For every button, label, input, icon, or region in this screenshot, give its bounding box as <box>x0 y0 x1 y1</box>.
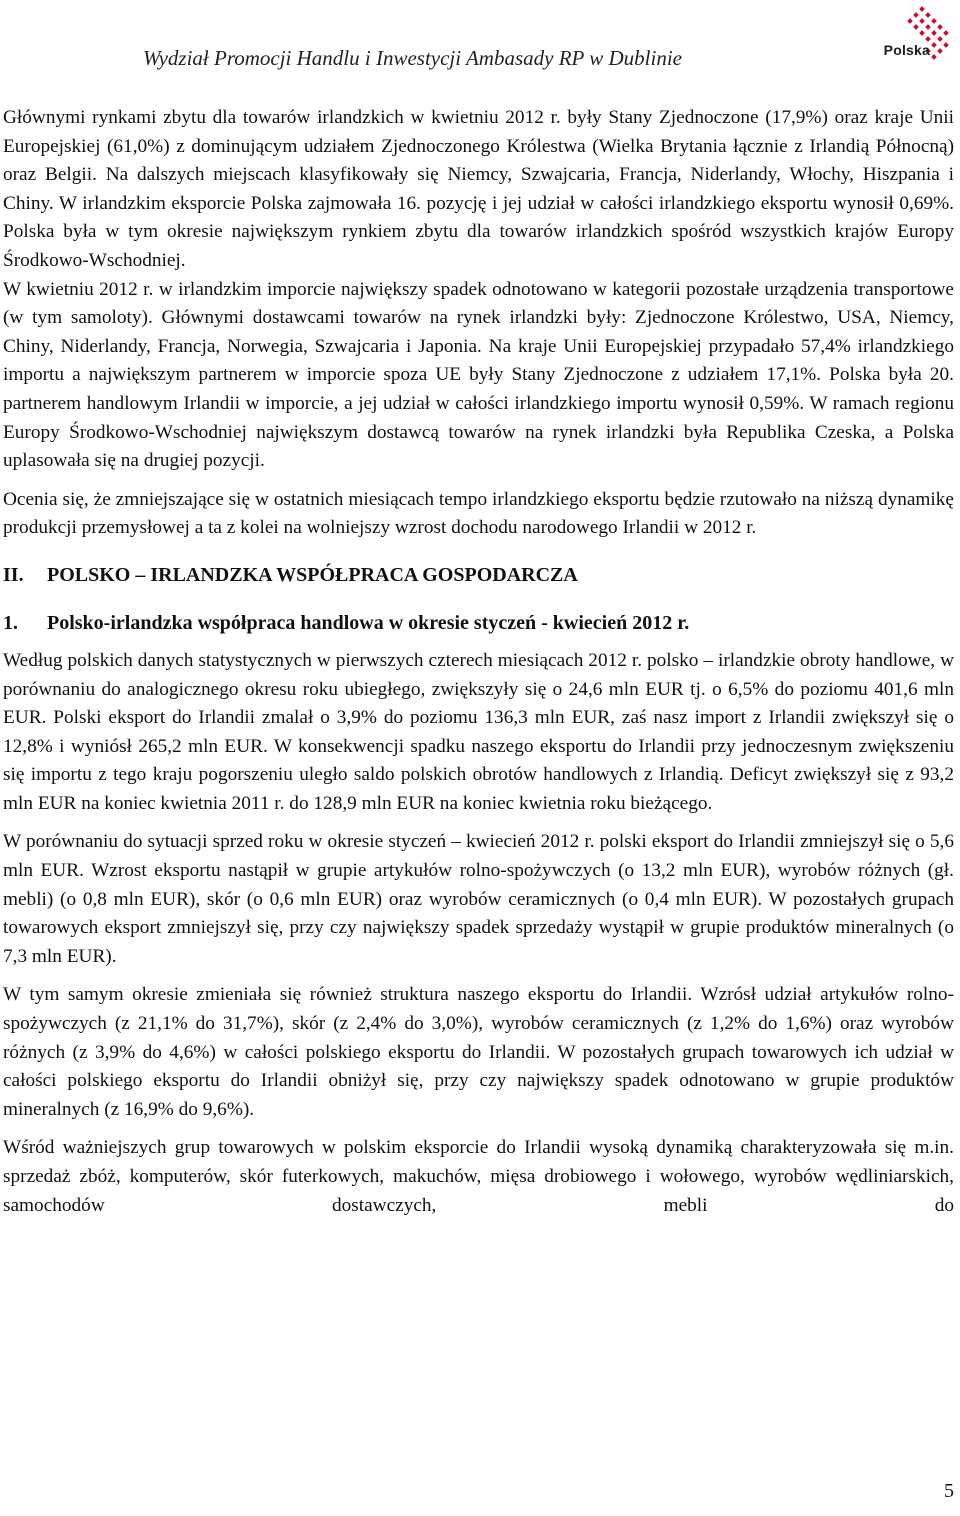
polska-logo-icon <box>864 4 954 74</box>
paragraph-product-groups: Wśród ważniejszych grup towarowych w polskim eksporcie do Irlandii wysoką dynamiką charakteryzowała się m.in. sprzedaż zbóż, komputerów, skór futerkowych, makuchów, mięsa drobiowego i wołowego, wyrobów wędliniarskich, samochodów dostawczych, mebli do <box>3 1137 954 1216</box>
subsection-number: 1. <box>3 611 18 634</box>
page-number: 5 <box>944 1480 954 1502</box>
subsection-heading <box>3 609 954 637</box>
document-body <box>3 104 954 1220</box>
page-header <box>0 0 960 90</box>
paragraph-outlook: Ocenia się, że zmniejszające się w ostatnich miesiącach tempo irlandzkiego eksportu będzie rzutowało na niższą dynamikę produkcji przemysłowej a ta z kolei na wolniejszy wzrost dochodu narodowego Irlandii w 2012 r. <box>3 488 954 539</box>
polska-logo <box>864 4 954 74</box>
paragraph-export-markets: Głównymi rynkami zbytu dla towarów irlandzkich w kwietniu 2012 r. były Stany Zjednoczone (17,9%) oraz kraje Unii Europejskiej (61,0%) z dominującym udziałem Zjednoczonego Królestwa (Wielka Brytania łącznie z Irlandią Północną) oraz Belgii. Na dalszych miejscach klasyfikowały się Niemcy, Szwajcaria, Francja, Niderlandy, Włochy, Hiszpania i Chiny. W irlandzkim eksporcie Polska zajmowała 16. pozycję i jej udział w całości irlandzkiego eksportu wynosił 0,69%. Polska była w tym okresie największym rynkiem zbytu dla towarów irlandzkich spośród wszystkich krajów Europy Środkowo-Wschodniej. <box>3 107 954 271</box>
paragraph-export-comparison: W porównaniu do sytuacji sprzed roku w okresie styczeń – kwiecień 2012 r. polski eksport do Irlandii zmniejszył się o 5,6 mln EUR. Wzrost eksportu nastąpił w grupie artykułów rolno-spożywczych (o 13,2 mln EUR), wyrobów różnych (gł. mebli) (o 0,8 mln EUR), skór (o 0,6 mln EUR) oraz wyrobów ceramicznych (o 0,4 mln EUR). W pozostałych grupach towarowych eksport zmniejszył się, przy czy największy spadek sprzedaży wystąpił w grupie produktów mineralnych (o 7,3 mln EUR). <box>3 831 954 967</box>
paragraph-import: W kwietniu 2012 r. w irlandzkim imporcie największy spadek odnotowano w kategorii pozostałe urządzenia transportowe (w tym samoloty). Głównymi dostawcami towarów na rynek irlandzki były: Zjednoczone Królestwo, USA, Niemcy, Chiny, Niderlandy, Francja, Norwegia, Szwajcaria i Japonia. Na kraje Unii Europejskiej przypadało 57,4% irlandzkiego importu a największym partnerem w imporcie spoza UE były Stany Zjednoczone z udziałem 17,1%. Polska była 20. partnerem handlowym Irlandii w imporcie, a jej udział w całości irlandzkiego importu wynosił 0,59%. W ramach regionu Europy Środkowo-Wschodniej największym dostawcą towarów na rynek irlandzki była Republika Czeska, a Polska uplasowała się na drugiej pozycji. <box>3 278 954 472</box>
logo-text: Polska <box>883 42 930 58</box>
subsection-title: Polsko-irlandzka współpraca handlowa w okresie styczeń - kwiecień 2012 r. <box>47 611 690 634</box>
section-heading <box>3 561 954 589</box>
paragraph-export-structure: W tym samym okresie zmieniała się również struktura naszego eksportu do Irlandii. Wzrósł udział artykułów rolno-spożywczych (z 21,1% do 31,7%), skór (z 2,4% do 3,0%), wyrobów ceramicznych (z 1,2% do 1,6%) oraz wyrobów różnych (z 3,9% do 4,6%) w całości polskiego eksportu do Irlandii. W pozostałych grupach towarowych ich udział w całości polskiego eksportu do Irlandii obniżył się, przy czy największy spadek odnotowano w grupie produktów mineralnych (z 16,9% do 9,6%). <box>3 984 954 1120</box>
header-title: Wydział Promocji Handlu i Inwestycji Ambasady RP w Dublinie <box>143 46 682 70</box>
section-number: II. <box>3 563 24 586</box>
paragraph-trade-turnover: Według polskich danych statystycznych w pierwszych czterech miesiącach 2012 r. polsko – irlandzkie obroty handlowe, w porównaniu do analogicznego okresu roku ubiegłego, zwiększyły się o 24,6 mln EUR tj. o 6,5% do poziomu 401,6 mln EUR. Polski eksport do Irlandii zmalał o 3,9% do poziomu 136,3 mln EUR, zaś nasz import z Irlandii zwiększył się o 12,8% i wyniósł 265,2 mln EUR. W konsekwencji spadku naszego eksportu do Irlandii przy jednoczesnym zwiększeniu się importu z tego kraju pogorszeniu uległo saldo polskich obrotów handlowych z Irlandią. Deficyt zwiększył się z 93,2 mln EUR na koniec kwietnia 2011 r. do 128,9 mln EUR na koniec kwietnia roku bieżącego. <box>3 649 954 814</box>
section-title: POLSKO – IRLANDZKA WSPÓŁPRACA GOSPODARCZA <box>47 563 578 586</box>
